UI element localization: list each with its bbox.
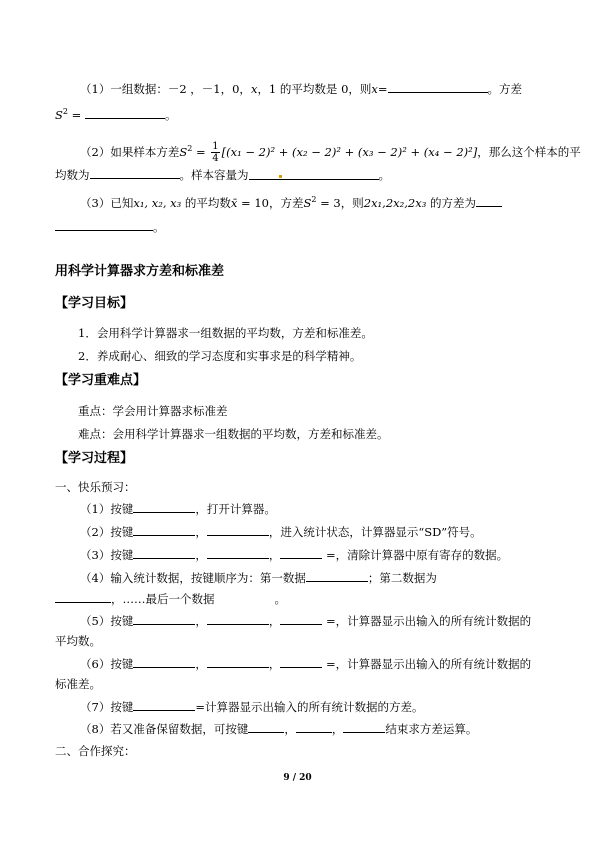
step-7-blank[interactable] bbox=[133, 698, 195, 711]
q1-line2 bbox=[55, 104, 176, 123]
q2-text-e: 。 bbox=[378, 168, 390, 182]
q1-var-x2: x bbox=[371, 82, 378, 96]
q3-line1 bbox=[80, 192, 502, 211]
step-4-text-b: ；第二数据为 bbox=[367, 571, 437, 585]
q3-text-a: （3）已知 bbox=[80, 195, 134, 210]
step-6-sep-2: ， bbox=[268, 657, 281, 671]
q2-frac-num: 1 bbox=[212, 141, 219, 153]
step-8-blank-1[interactable] bbox=[248, 720, 284, 733]
step-2-sep: ， bbox=[195, 525, 207, 539]
goals-heading: 【学习目标】 bbox=[55, 296, 134, 311]
step-5 bbox=[80, 612, 531, 629]
step-8 bbox=[80, 720, 477, 737]
step-8-blank-3[interactable] bbox=[343, 720, 385, 733]
step-5-blank-2[interactable] bbox=[207, 612, 269, 625]
step-8-text-a: （8）若又准备保留数据，可按键 bbox=[80, 722, 249, 736]
q2-text-a: （2）如果样本方差 bbox=[80, 144, 180, 159]
keypoint-difficulty: 难点：会用科学计算器求一组数据的平均数，方差和标准差。 bbox=[78, 427, 389, 441]
step-6-text-a: （6）按键 bbox=[80, 657, 134, 671]
q2-blank-size[interactable] bbox=[249, 167, 379, 180]
step-7-text-a: （7）按键 bbox=[80, 700, 134, 714]
step-6-blank-3[interactable] bbox=[280, 655, 322, 668]
q2-line2 bbox=[55, 166, 390, 183]
q1-sup: 2 bbox=[62, 107, 68, 116]
q2-sup: 2 bbox=[187, 144, 193, 153]
step-8-sep-2: ， bbox=[331, 722, 344, 736]
q3-sup: 2 bbox=[311, 195, 317, 204]
q3-expression: 2x₁,2x₂,2x₃ bbox=[363, 195, 427, 210]
step-5-blank-1[interactable] bbox=[133, 612, 195, 625]
keypoint-focus: 重点：学会用计算器求标准差 bbox=[78, 404, 228, 418]
step-5-text-d: =，计算器显示出输入的所有统计数据的 bbox=[322, 614, 532, 628]
q2-expression: [(x₁ − 2)² + (x₂ − 2)² + (x₃ − 2)² + (x₄ − 2)²] bbox=[221, 144, 478, 159]
step-3-sep-2: ， bbox=[268, 548, 281, 562]
step-5-sep-2: ， bbox=[268, 614, 281, 628]
step-1-text-a: （1）按键 bbox=[80, 502, 134, 516]
q1-text-a: （1）一组数据： bbox=[80, 82, 168, 96]
section-title: 用科学计算器求方差和标准差 bbox=[55, 264, 225, 279]
step-5-cont: 平均数。 bbox=[55, 634, 101, 648]
q3-xbar: x̄ bbox=[230, 195, 238, 210]
q1-blank-x[interactable] bbox=[388, 80, 488, 93]
q2-text-b: ，那么这个样本的平 bbox=[477, 144, 581, 159]
q3-var-s: S bbox=[303, 195, 312, 210]
q3-text-f: 。 bbox=[153, 220, 165, 234]
q3-vars: x₁, x₂, x₃ bbox=[133, 195, 182, 210]
step-4-text-a: （4）输入统计数据，按键顺序为：第一数据 bbox=[80, 571, 306, 585]
q1-text-c: 。方差 bbox=[487, 82, 523, 96]
q2-blank-mean[interactable] bbox=[90, 166, 180, 179]
step-4-blank-second[interactable] bbox=[55, 590, 111, 603]
step-8-sep-1: ， bbox=[284, 722, 296, 736]
step-3-sep-1: ， bbox=[195, 548, 207, 562]
q2-var-s: S bbox=[179, 144, 188, 159]
q2-text-d: 。样本容量为 bbox=[179, 168, 249, 182]
step-1 bbox=[80, 500, 276, 517]
q2-eq: = bbox=[192, 144, 210, 159]
step-3-text-d: =，清除计算器中原有寄存的数据。 bbox=[322, 548, 509, 562]
step-4 bbox=[80, 569, 437, 586]
step-1-text-b: ，打开计算器。 bbox=[195, 502, 276, 516]
step-4b-text-b: 。 bbox=[274, 592, 286, 606]
keypoints-heading: 【学习重难点】 bbox=[55, 373, 147, 388]
step-4b-text-a: ，……最后一个数据 bbox=[111, 592, 215, 606]
step-6-sep-1: ， bbox=[195, 657, 207, 671]
step-6-blank-2[interactable] bbox=[207, 655, 269, 668]
q1-text-b: ，1 的平均数是 0，则 bbox=[257, 82, 372, 96]
process-part1: 一、快乐预习： bbox=[55, 480, 136, 494]
step-5-sep-1: ， bbox=[195, 614, 207, 628]
process-heading: 【学习过程】 bbox=[55, 451, 134, 466]
step-3-blank-2[interactable] bbox=[207, 546, 269, 559]
step-6-text-d: =，计算器显示出输入的所有统计数据的 bbox=[322, 657, 532, 671]
step-1-blank[interactable] bbox=[133, 500, 195, 513]
step-7 bbox=[80, 698, 423, 715]
page-number: 9 / 20 bbox=[283, 773, 312, 783]
step-6 bbox=[80, 655, 531, 672]
step-2-blank-2[interactable] bbox=[207, 523, 269, 536]
step-6-blank-1[interactable] bbox=[133, 655, 195, 668]
q2-line1 bbox=[80, 138, 581, 165]
step-3-text-a: （3）按键 bbox=[80, 548, 134, 562]
step-8-text-d: 结束求方差运算。 bbox=[385, 722, 478, 736]
step-8-blank-2[interactable] bbox=[296, 720, 332, 733]
q3-line2 bbox=[55, 218, 165, 235]
step-3-blank-1[interactable] bbox=[133, 546, 195, 559]
q1-line1 bbox=[80, 80, 522, 97]
q1-var-s: S bbox=[55, 107, 63, 122]
step-2 bbox=[80, 523, 482, 540]
step-4-blank-first[interactable] bbox=[306, 569, 368, 582]
q1-eq2: = bbox=[67, 107, 85, 122]
step-6-cont: 标准差。 bbox=[55, 677, 101, 691]
q3-text-b: 的平均数 bbox=[181, 195, 231, 210]
q3-text-c: = 10，方差 bbox=[237, 195, 304, 210]
q1-text-e: 。 bbox=[164, 107, 177, 122]
q2-text-c: 均数为 bbox=[55, 168, 90, 182]
q3-blank-b[interactable] bbox=[55, 218, 153, 231]
q1-blank-variance[interactable] bbox=[85, 106, 165, 119]
step-5-blank-3[interactable] bbox=[280, 612, 322, 625]
marker-dot-icon bbox=[279, 175, 282, 178]
q3-text-d: = 3，则 bbox=[316, 195, 364, 210]
step-5-text-a: （5）按键 bbox=[80, 614, 134, 628]
q3-blank-a[interactable] bbox=[476, 194, 502, 207]
process-part2: 二、合作探究： bbox=[55, 744, 136, 758]
q2-fraction bbox=[211, 141, 219, 164]
step-7-text-b: =计算器显示出输入的所有统计数据的方差。 bbox=[195, 700, 424, 714]
q1-eq: = bbox=[377, 82, 388, 96]
q3-text-e: 的方差为 bbox=[426, 195, 476, 210]
step-2-blank-1[interactable] bbox=[133, 523, 195, 536]
step-4-cont bbox=[55, 590, 286, 607]
step-3 bbox=[80, 546, 508, 563]
step-2-text-c: ，进入统计状态，计算器显示“SD”符号。 bbox=[268, 525, 482, 539]
step-3-blank-3[interactable] bbox=[280, 546, 322, 559]
goal-item-2: 2．养成耐心、细致的学习态度和实事求是的科学精神。 bbox=[78, 349, 362, 363]
q2-frac-den: 4 bbox=[212, 153, 219, 165]
q1-nums: －2 ，－1，0， bbox=[167, 82, 251, 96]
goal-item-1: 1．会用科学计算器求一组数据的平均数，方差和标准差。 bbox=[78, 326, 373, 340]
q1-var-x: x bbox=[250, 82, 258, 96]
step-2-text-a: （2）按键 bbox=[80, 525, 134, 539]
